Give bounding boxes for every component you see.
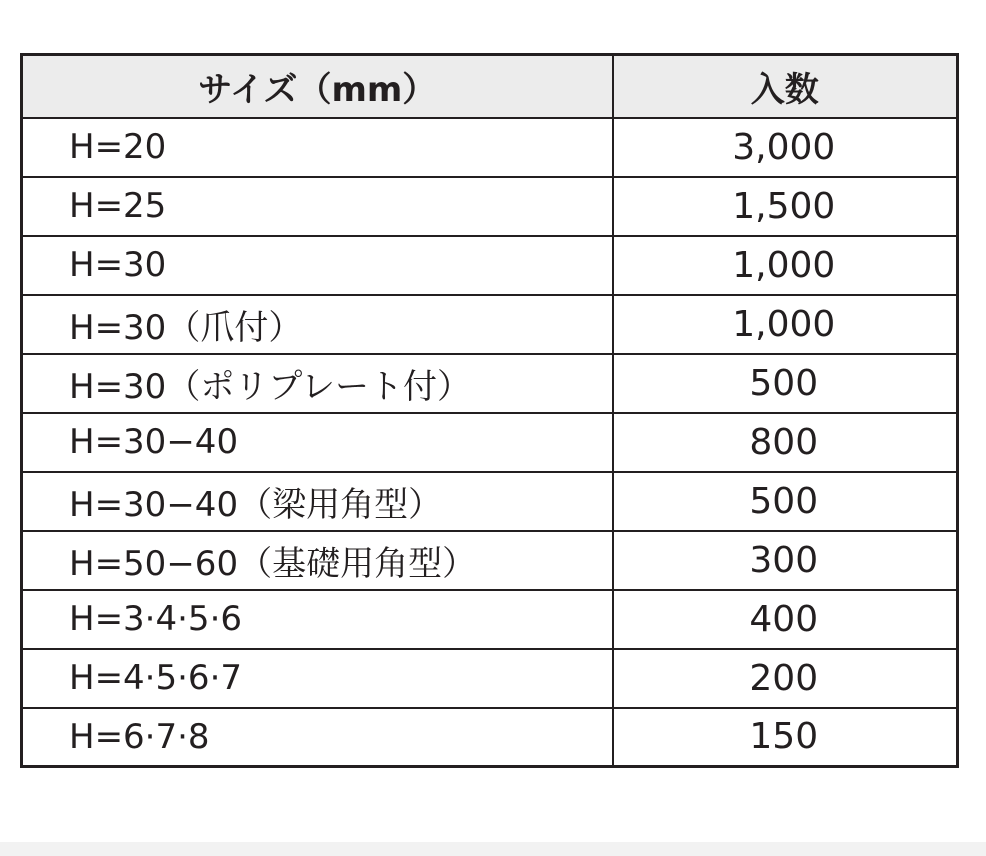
size-cell: H=25 bbox=[22, 177, 613, 236]
table-body bbox=[22, 118, 958, 767]
table-row bbox=[22, 649, 958, 708]
quantity-cell: 1,000 bbox=[613, 236, 958, 295]
size-cell: H=4·5·6·7 bbox=[22, 649, 613, 708]
size-cell: H=3·4·5·6 bbox=[22, 590, 613, 649]
quantity-cell: 300 bbox=[613, 531, 958, 590]
table-row bbox=[22, 236, 958, 295]
size-cell: H=30 bbox=[22, 236, 613, 295]
size-cell: H=30（爪付） bbox=[22, 295, 613, 354]
quantity-cell: 1,000 bbox=[613, 295, 958, 354]
table-row bbox=[22, 295, 958, 354]
page-bottom-strip bbox=[0, 842, 986, 856]
size-cell: H=50−60（基礎用角型） bbox=[22, 531, 613, 590]
size-cell: H=30−40 bbox=[22, 413, 613, 472]
table-row bbox=[22, 472, 958, 531]
quantity-cell: 800 bbox=[613, 413, 958, 472]
table-row bbox=[22, 118, 958, 177]
quantity-cell: 1,500 bbox=[613, 177, 958, 236]
size-column-header: サイズ（mm） bbox=[22, 55, 613, 118]
table-header bbox=[22, 55, 958, 118]
size-cell: H=6·7·8 bbox=[22, 708, 613, 767]
size-cell: H=30−40（梁用角型） bbox=[22, 472, 613, 531]
table-row bbox=[22, 708, 958, 767]
size-quantity-table bbox=[20, 53, 959, 768]
header-row bbox=[22, 55, 958, 118]
size-cell: H=30（ポリプレート付） bbox=[22, 354, 613, 413]
quantity-cell: 200 bbox=[613, 649, 958, 708]
table-row bbox=[22, 413, 958, 472]
quantity-column-header: 入数 bbox=[613, 55, 958, 118]
quantity-cell: 500 bbox=[613, 354, 958, 413]
table-row bbox=[22, 354, 958, 413]
quantity-cell: 400 bbox=[613, 590, 958, 649]
table-row bbox=[22, 177, 958, 236]
table-row bbox=[22, 590, 958, 649]
quantity-cell: 500 bbox=[613, 472, 958, 531]
size-cell: H=20 bbox=[22, 118, 613, 177]
quantity-cell: 150 bbox=[613, 708, 958, 767]
quantity-cell: 3,000 bbox=[613, 118, 958, 177]
table-row bbox=[22, 531, 958, 590]
